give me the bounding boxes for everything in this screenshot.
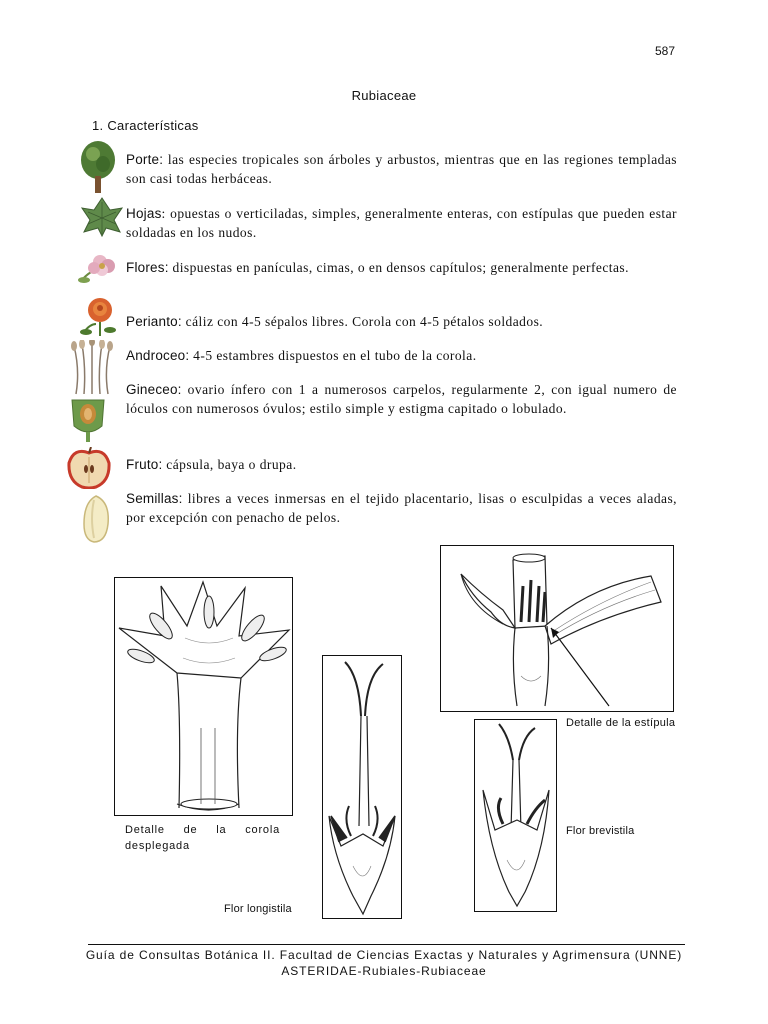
flower-icon: [74, 248, 120, 288]
caption-brevistila: Flor brevistila: [566, 825, 635, 837]
figure-corola: [114, 577, 293, 816]
footer-divider: [88, 944, 685, 945]
char-flores: [126, 258, 677, 277]
char-term: Androceo:: [126, 348, 190, 363]
char-text: las especies tropicales son árboles y arbustos, mientras que en las regiones templadas son casi todas herbáceas.: [126, 152, 677, 186]
char-porte: [126, 150, 677, 188]
stamens-icon: [66, 340, 118, 396]
char-semillas: [126, 489, 677, 527]
char-term: Porte:: [126, 152, 164, 167]
longistila-drawing: [323, 656, 401, 918]
figure-brevistila: [474, 719, 557, 912]
seed-icon: [80, 494, 112, 544]
char-text: cápsula, baya o drupa.: [162, 457, 297, 472]
char-androceo: [126, 346, 677, 365]
char-text: dispuestas en panículas, cimas, o en densos capítulos; generalmente perfectas.: [168, 260, 629, 275]
char-perianto: [126, 312, 677, 331]
brevistila-drawing: [475, 720, 556, 911]
tree-icon: [78, 140, 118, 194]
caption-corola: Detalle de la corola desplegada: [125, 824, 280, 852]
char-text: 4-5 estambres dispuestos en el tubo de la corola.: [189, 348, 477, 363]
char-gineceo: [126, 380, 677, 418]
char-text: cáliz con 4-5 sépalos libres. Corola con 4-5 pétalos soldados.: [181, 314, 544, 329]
ovary-icon: [66, 396, 110, 442]
char-hojas: [126, 204, 677, 242]
figure-longistila: [322, 655, 402, 919]
char-term: Gineceo:: [126, 382, 182, 397]
char-term: Perianto:: [126, 314, 182, 329]
caption-longistila: Flor longistila: [224, 903, 292, 915]
char-term: Flores:: [126, 260, 169, 275]
corola-drawing: [115, 578, 292, 815]
page-title: Rubiaceae: [351, 88, 417, 103]
estipula-drawing: [441, 546, 673, 711]
char-term: Hojas: [126, 206, 162, 221]
rose-icon: [78, 294, 120, 338]
page-number: 587: [655, 44, 676, 58]
char-fruto: [126, 455, 677, 474]
section-heading: 1. Características: [92, 118, 199, 133]
figure-estipula: [440, 545, 674, 712]
apple-icon: [66, 447, 112, 489]
footer-line-1: Guía de Consultas Botánica II. Facultad de Ciencias Exactas y Naturales y Agrimensura (UNNE): [85, 948, 683, 962]
footer-line-2: ASTERIDAE-Rubiales-Rubiaceae: [281, 964, 487, 978]
char-term: Semillas:: [126, 491, 183, 506]
char-text: ovario ínfero con 1 a numerosos carpelos, regularmente 2, con igual numero de lóculos con numerosos óvulos; estilo simple y estigma capitado o lobulado.: [126, 382, 677, 416]
char-text: libres a veces inmersas en el tejido placentario, lisas o esculpidas a veces aladas, por excepción con penacho de pelos.: [126, 491, 677, 525]
char-text: : opuestas o verticiladas, simples, generalmente enteras, con estípulas que pueden estar soldadas en los nudos.: [126, 206, 677, 240]
leaf-icon: [80, 196, 124, 238]
char-term: Fruto:: [126, 457, 163, 472]
caption-estipula: Detalle de la estípula: [566, 717, 676, 729]
